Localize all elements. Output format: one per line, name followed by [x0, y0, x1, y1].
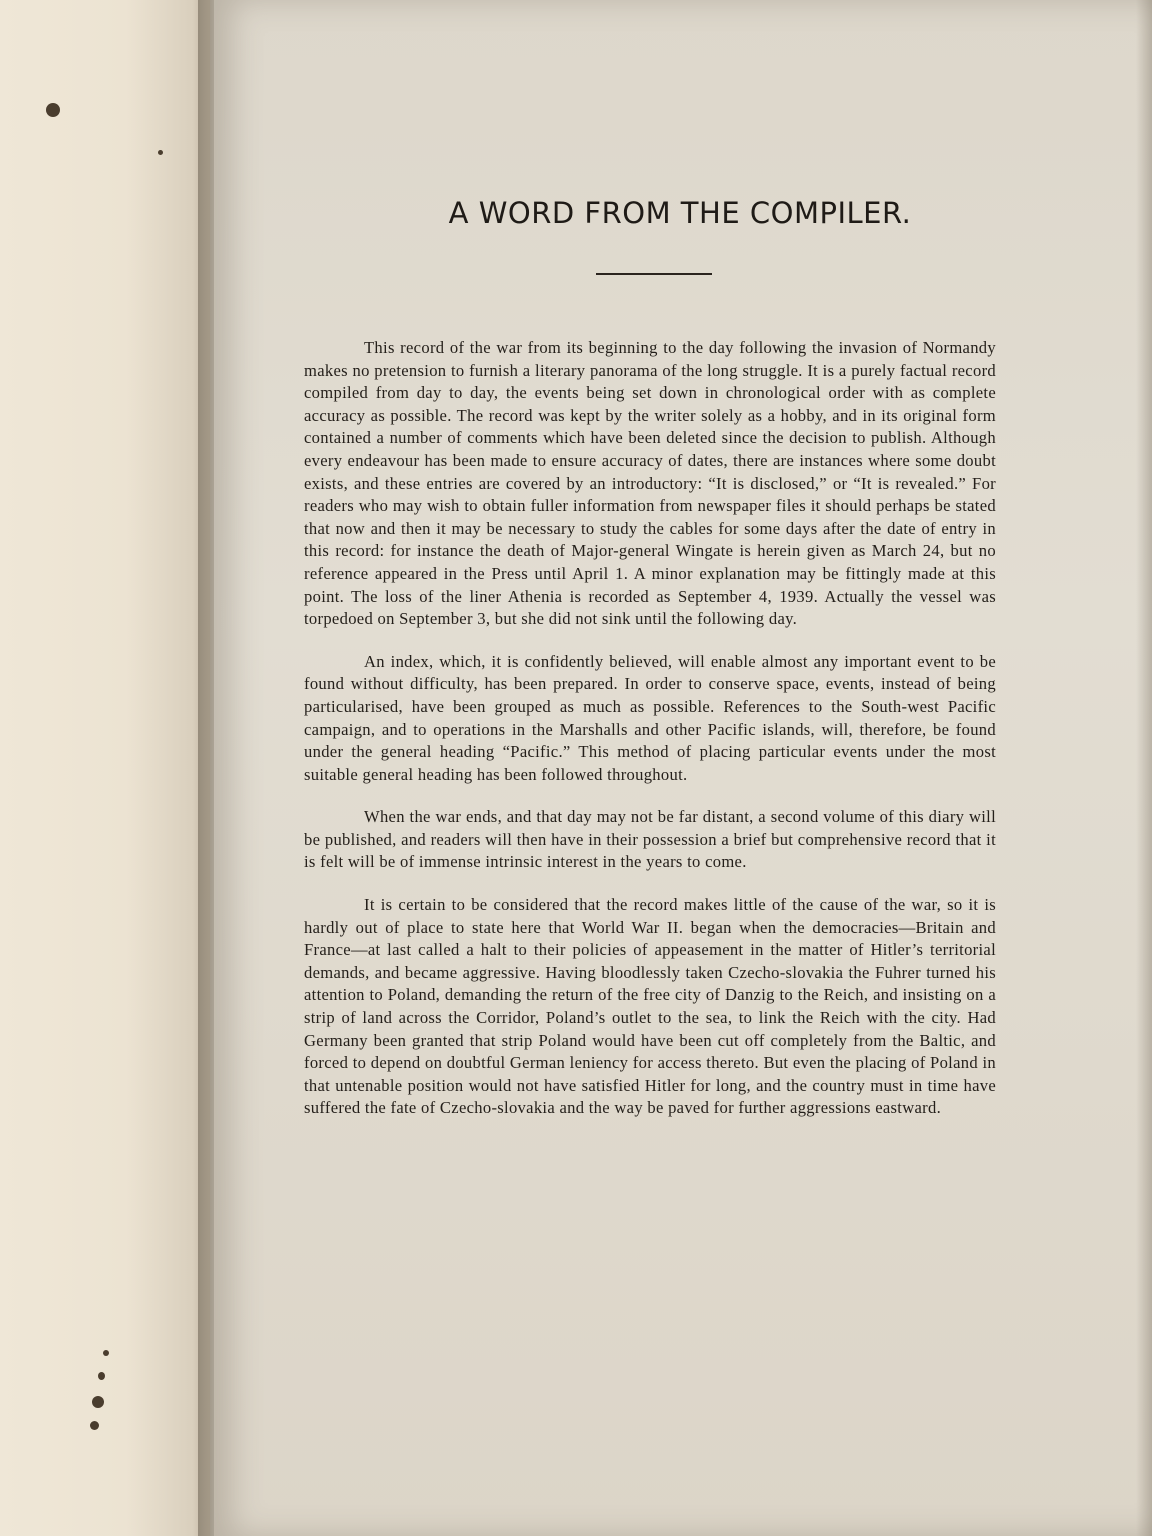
paragraph-3: When the war ends, and that day may not be far distant, a second volume of this diary will be published, and readers will then have in their possession a brief but comprehensive record that it is felt will be of immense intrinsic interest in the years to come. [304, 807, 996, 872]
foxing-spot [90, 1421, 99, 1430]
foxing-spot [46, 103, 60, 117]
paragraph-4: It is certain to be considered that the record makes little of the cause of the war, so it is hardly out of place to state here that World War II. began when the democracies—Britain and France—at last called a halt to their policies of appeasement in the matter of Hitler’s territorial demands, and became aggressive. Having bloodlessly taken Czecho-slovakia the Fuhrer turned his attention to Poland, demanding the return of the free city of Danzig to the Reich, and insisting on a strip of land across the Corridor, Poland’s outlet to the sea, to link the Reich with the city. Had Germany been granted that strip Poland would have been cut off completely from the Baltic, and forced to depend on doubtful German leniency for access thereto. But even the placing of Poland in that untenable position would not have satisfied Hitler for long, and the country must in time have suffered the fate of Czecho-slovakia and the way be paved for further aggressions eastward. [304, 895, 996, 1118]
page-title: A WORD FROM THE COMPILER. [448, 196, 912, 230]
foxing-spot [92, 1396, 104, 1408]
left-page [0, 0, 210, 1536]
title-rule [596, 273, 712, 275]
page-edge [1136, 0, 1152, 1536]
paragraph-1: This record of the war from its beginning to the day following the invasion of Normandy makes no pretension to furnish a literary panorama of the long struggle. It is a purely factual record compiled from day to day, the events being set down in chronological order with as complete accuracy as possible. The record was kept by the writer solely as a hobby, and in its original form contained a number of comments which have been deleted since the decision to publish. Although every endeavour has been made to ensure accuracy of dates, there are instances where some doubt exists, and these entries are covered by an introductory: “It is disclosed,” or “It is revealed.” For readers who may wish to obtain fuller information from newspaper files it should perhaps be stated that now and then it may be necessary to study the cables for some days after the date of entry in this record: for instance the death of Major-general Wingate is herein given as March 24, but no reference appeared in the Press until April 1. A minor explanation may be fittingly made at this point. The loss of the liner Athenia is recorded as September 4, 1939. Actually the vessel was torpedoed on September 3, but she did not sink until the following day. [304, 338, 996, 629]
foxing-spot [98, 1372, 105, 1380]
foxing-spot [103, 1350, 109, 1356]
foxing-spot [158, 150, 163, 155]
body-text [304, 337, 996, 1140]
paragraph-2: An index, which, it is confidently believed, will enable almost any important event to be found without difficulty, has been prepared. In order to conserve space, events, instead of being particularised, have been grouped as much as possible. References to the South-west Pacific campaign, and to operations in the Marshalls and other Pacific islands, will, therefore, be found under the general heading “Pacific.” This method of placing particular events under the most suitable general heading has been followed throughout. [304, 651, 996, 784]
